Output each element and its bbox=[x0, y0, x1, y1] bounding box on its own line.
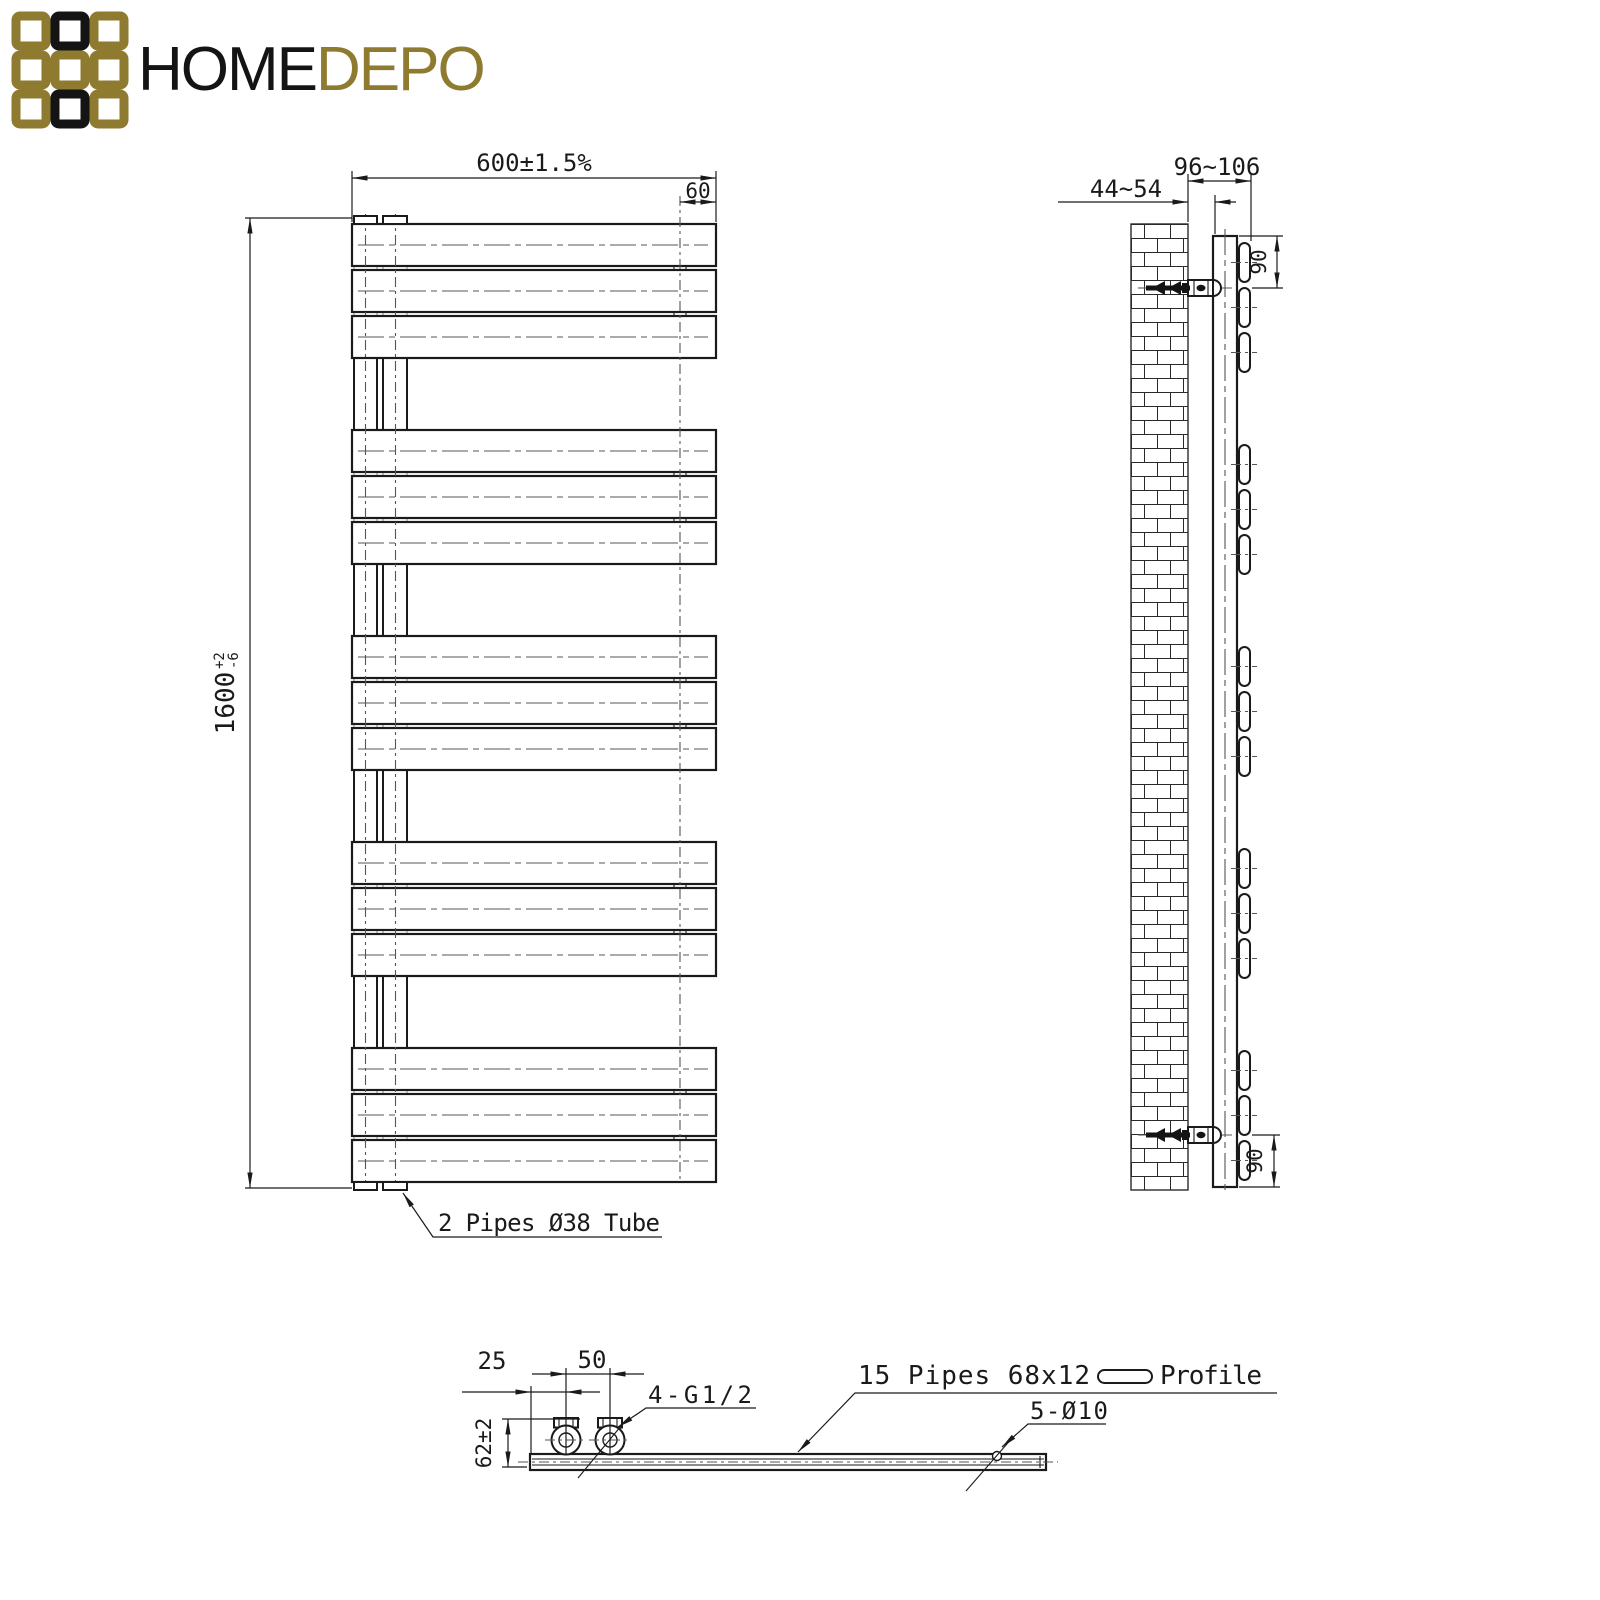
thread-note-text: 4-G1/2 bbox=[648, 1381, 752, 1409]
top-offset-dim-text: 90 bbox=[1247, 249, 1271, 275]
bottom-offset-dim-text: 90 bbox=[1243, 1148, 1267, 1174]
total-depth-dim-text: 96~106 bbox=[1173, 153, 1261, 181]
pipe-stub-top bbox=[383, 216, 407, 224]
bracket-screw bbox=[1197, 285, 1206, 291]
holes-note bbox=[1002, 1397, 1108, 1447]
edge-dim-text: 25 bbox=[477, 1347, 507, 1375]
logo-square bbox=[94, 94, 124, 124]
height-62-dim-text: 62±2 bbox=[472, 1417, 496, 1469]
pipes-note bbox=[403, 1193, 662, 1237]
detail-view bbox=[462, 1346, 1277, 1491]
pipe-spacing-dimension bbox=[532, 1346, 644, 1374]
pipes-note-text: 2 Pipes Ø38 Tube bbox=[438, 1209, 660, 1237]
pipe-stub-bottom bbox=[354, 1182, 377, 1190]
front-width-dimension bbox=[352, 149, 716, 222]
leader-line bbox=[618, 1408, 756, 1427]
side-view bbox=[1058, 153, 1283, 1194]
anchor-collar bbox=[1182, 283, 1189, 293]
logo-square bbox=[55, 55, 85, 85]
bracket-cap bbox=[1213, 280, 1221, 296]
profile-note-left-text: 15 Pipes 68x12 bbox=[858, 1361, 1090, 1391]
height-dim-text: 1600 bbox=[211, 671, 241, 735]
pipe-stub-top bbox=[354, 216, 377, 224]
height-tol-lower: -6 bbox=[226, 652, 242, 669]
profile-shape-icon bbox=[1098, 1370, 1152, 1383]
brand-name-home: HOME bbox=[138, 35, 316, 104]
brand-name bbox=[138, 35, 484, 104]
pipe-stub-bottom bbox=[383, 1182, 407, 1190]
logo-square bbox=[16, 55, 46, 85]
brand-logo bbox=[16, 16, 484, 124]
spacing-dim-text: 50 bbox=[577, 1346, 607, 1374]
logo-square bbox=[94, 16, 124, 46]
wall-section bbox=[1131, 224, 1188, 1190]
logo-square bbox=[16, 16, 46, 46]
profile-note-right-text: Profile bbox=[1160, 1361, 1262, 1391]
leader-line bbox=[1002, 1424, 1106, 1447]
holes-note-text: 5-Ø10 bbox=[1030, 1397, 1108, 1425]
logo-square bbox=[55, 16, 85, 46]
anchor-collar bbox=[1182, 1130, 1189, 1140]
front-view bbox=[211, 149, 716, 1237]
bracket-cap bbox=[1213, 1127, 1221, 1143]
height-tol-upper: +2 bbox=[212, 652, 228, 669]
logo-grid-icon bbox=[16, 16, 124, 124]
bracket-screw bbox=[1197, 1132, 1206, 1138]
front-offset-dimension bbox=[680, 179, 716, 203]
width-dim-text: 600±1.5% bbox=[476, 149, 592, 177]
offset-dim-text: 60 bbox=[685, 179, 711, 203]
logo-square bbox=[94, 55, 124, 85]
thread-note bbox=[618, 1381, 756, 1427]
brand-name-depo: DEPO bbox=[316, 35, 484, 104]
logo-square bbox=[16, 94, 46, 124]
logo-square bbox=[55, 94, 85, 124]
front-height-dimension bbox=[211, 218, 352, 1188]
bracket-depth-dim-text: 44~54 bbox=[1089, 175, 1163, 203]
